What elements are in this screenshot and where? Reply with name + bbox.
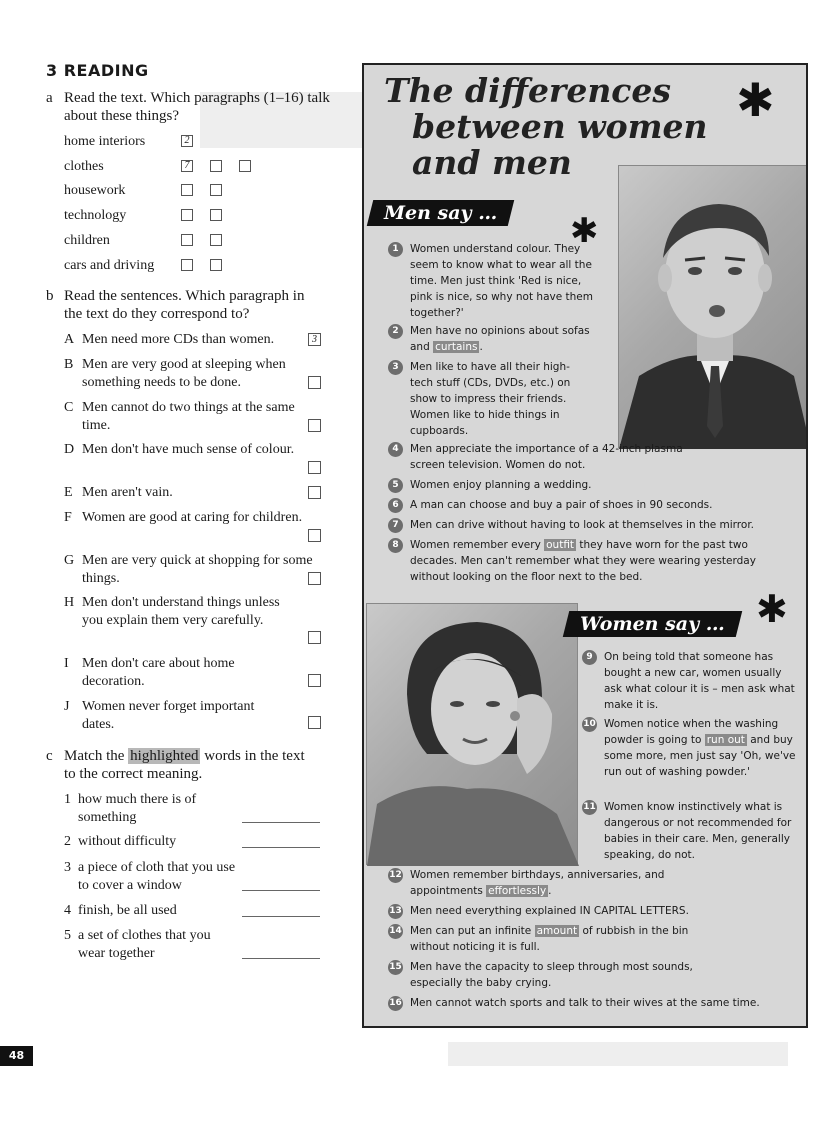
answer-line[interactable] [242, 916, 320, 917]
paragraph-number: 2 [388, 324, 403, 339]
paragraph-number: 5 [388, 478, 403, 493]
paragraph-text: Men can drive without having to look at themselves in the mirror. [410, 519, 755, 531]
answer-line[interactable] [242, 958, 320, 959]
sentence-letter: C [64, 400, 74, 415]
topic-label: clothes [64, 159, 104, 174]
answer-box[interactable]: 2 [181, 135, 193, 147]
part-a-instruction: Read the text. Which paragraphs (1–16) talk about these things? [64, 90, 330, 124]
sentence-text: Men cannot do two things at the same time. [82, 400, 295, 433]
sentence-text: Women never forget important dates. [82, 699, 255, 732]
answer-box[interactable] [181, 184, 193, 196]
part-b-letter: b [46, 288, 54, 304]
topic-label: technology [64, 208, 127, 223]
highlighted-word: curtains [435, 341, 478, 353]
sentence-letter: D [64, 442, 75, 457]
women-say-label: Women say … [580, 613, 725, 635]
topic-label: cars and driving [64, 258, 155, 273]
paragraph-text-pre: Men have no opinions about sofas and [410, 325, 590, 353]
answer-box[interactable] [181, 259, 193, 271]
sentence-letter: E [64, 485, 73, 500]
answer-box[interactable] [210, 234, 222, 246]
answer-box[interactable] [239, 160, 251, 172]
paragraph-text: Men like to have all their high-tech stuff (CDs, DVDs, etc.) on show to impress their friends. Women like to hide things in cupboards. [410, 361, 571, 437]
paragraph-text-pre: Women remember birthdays, anniversaries, and appointments [410, 869, 665, 897]
paragraph [392, 477, 790, 493]
paragraph-number: 3 [388, 360, 403, 375]
match-text: finish, be all used [78, 903, 177, 918]
paragraph [389, 903, 790, 919]
paragraph-text: Men cannot watch sports and talk to their wives at the same time. [410, 997, 760, 1009]
paragraph [392, 241, 594, 321]
answer-box[interactable] [181, 234, 193, 246]
man-photo [618, 165, 808, 448]
highlighted-word: effortlessly [488, 885, 547, 897]
answer-box[interactable] [308, 716, 321, 729]
exercise-column [0, 0, 360, 1123]
paragraph-text: Women understand colour. They seem to know what to wear all the time. Men just think 'Red is nice, pink is nice, so why not have them together?' [410, 243, 593, 319]
topic-label: home interiors [64, 134, 146, 149]
title-line: between women [412, 107, 708, 146]
title-line: The differences [384, 71, 671, 110]
woman-illustration [367, 604, 579, 866]
paragraph-text-post: they have worn for the past two decades. Men can't remember what they were wearing yesterday without looking on the floor next to the bed. [410, 539, 756, 583]
woman-photo [366, 603, 578, 865]
asterisk-icon: ✱ [570, 211, 599, 251]
paragraph [389, 959, 740, 991]
answer-box[interactable] [308, 486, 321, 499]
paragraph [392, 517, 800, 533]
sentence-letter: F [64, 510, 72, 525]
answer-box[interactable] [308, 461, 321, 474]
answer-box[interactable] [308, 631, 321, 644]
paragraph-number: 13 [388, 904, 403, 919]
match-number: 3 [64, 860, 71, 875]
paragraph [389, 923, 710, 955]
answer-box[interactable] [308, 529, 321, 542]
match-text: without difficulty [78, 834, 177, 849]
paragraph [392, 359, 588, 439]
highlighted-word: amount [536, 925, 578, 937]
match-number: 1 [64, 792, 71, 807]
paragraph-number: 9 [582, 650, 597, 665]
asterisk-icon: ✱ [756, 587, 788, 631]
paragraph [389, 867, 710, 899]
sentence-text: Men are very quick at shopping for some things. [82, 553, 313, 586]
paragraph-text: On being told that someone has bought a new car, women usually ask what colour it is – men ask what make it is. [604, 651, 795, 711]
answer-box[interactable] [181, 209, 193, 221]
paragraph-number: 14 [388, 924, 403, 939]
men-say-label: Men say … [384, 202, 498, 224]
answer-line[interactable] [242, 847, 320, 848]
paragraph-text-pre: Women remember every [410, 539, 541, 551]
sentence-letter: I [64, 656, 69, 671]
sentence-text: Men need more CDs than women. [82, 332, 275, 347]
answer-box[interactable] [308, 572, 321, 585]
paragraph-number: 8 [388, 538, 403, 553]
answer-box[interactable] [210, 184, 222, 196]
topic-label: children [64, 233, 110, 248]
paragraph [583, 799, 800, 863]
part-a-letter: a [46, 90, 53, 106]
match-text: a set of clothes that you wear together [78, 928, 211, 961]
sentence-text: Men don't have much sense of colour. [82, 442, 295, 457]
sentence-text: Men aren't vain. [82, 485, 173, 500]
women-say-banner [563, 611, 742, 637]
sentence-letter: J [64, 699, 70, 714]
paragraph [583, 716, 800, 780]
section-title: 3 READING [46, 61, 149, 80]
part-c-instruction [64, 747, 314, 783]
match-number: 5 [64, 928, 71, 943]
asterisk-icon: ✱ [736, 73, 775, 127]
paragraph-number: 10 [582, 717, 597, 732]
paragraph-text: Men have the capacity to sleep through most sounds, especially the baby crying. [410, 961, 693, 989]
paragraph-text-post: . [548, 885, 552, 897]
paragraph-text-post: of rubbish in the bin without noticing it is full. [410, 925, 689, 953]
highlighted-word: run out [706, 734, 745, 746]
sentence-text: Men don't care about home decoration. [82, 656, 235, 689]
ghost-band-bottom [448, 1042, 788, 1066]
paragraph [586, 649, 800, 713]
article-panel [362, 63, 808, 1028]
paragraph-text: A man can choose and buy a pair of shoes in 90 seconds. [410, 499, 713, 511]
topic-label: housework [64, 183, 126, 198]
part-c-instruction-after: words in the text to the correct meaning. [64, 748, 305, 782]
answer-box[interactable] [210, 160, 222, 172]
paragraph-number: 11 [582, 800, 597, 815]
part-c-instruction-before: Match the [64, 748, 125, 764]
answer-box[interactable]: 3 [308, 333, 321, 346]
highlighted-word: highlighted [130, 748, 199, 764]
answer-line[interactable] [242, 822, 320, 823]
answer-box[interactable] [308, 419, 321, 432]
paragraph-text-post: . [479, 341, 483, 353]
page-number: 48 [0, 1046, 33, 1066]
sentence-letter: B [64, 357, 74, 372]
sentence-text: Men are very good at sleeping when something needs to be done. [82, 357, 286, 390]
answer-box[interactable] [308, 376, 321, 389]
paragraph-number: 16 [388, 996, 403, 1011]
paragraph [389, 995, 800, 1011]
paragraph-text-pre: Women notice when the washing powder is going to [604, 718, 779, 746]
sentence-text: Men don't understand things unless you explain them very carefully. [82, 595, 280, 628]
answer-line[interactable] [242, 890, 320, 891]
paragraph [392, 537, 790, 585]
paragraph-text-post: and buy some more, men just say 'Oh, we've run out of washing powder.' [604, 734, 796, 778]
sentence-letter: G [64, 553, 75, 568]
paragraph-text: Men appreciate the importance of a 42-inch plasma screen television. Women do not. [410, 443, 683, 471]
highlighted-word: outfit [546, 539, 575, 551]
sentence-letter: A [64, 332, 75, 347]
answer-box[interactable] [308, 674, 321, 687]
match-number: 2 [64, 834, 71, 849]
match-text: how much there is of something [78, 792, 197, 825]
men-say-banner [367, 200, 515, 226]
paragraph-text: Men need everything explained IN CAPITAL LETTERS. [410, 905, 689, 917]
answer-box[interactable] [210, 209, 222, 221]
paragraph-number: 1 [388, 242, 403, 257]
paragraph-number: 7 [388, 518, 403, 533]
answer-box[interactable]: 7 [181, 160, 193, 172]
part-c-letter: c [46, 748, 53, 764]
paragraph-number: 6 [388, 498, 403, 513]
paragraph-text: Women enjoy planning a wedding. [410, 479, 592, 491]
paragraph-text: Women know instinctively what is dangerous or not recommended for babies in their care. Men, generally speaking, do not. [604, 801, 792, 861]
part-b-instruction: Read the sentences. Which paragraph in the text do they correspond to? [64, 288, 305, 322]
paragraph-number: 12 [388, 868, 403, 883]
paragraph [392, 441, 710, 473]
answer-box[interactable] [210, 259, 222, 271]
paragraph [392, 323, 594, 355]
match-text: a piece of cloth that you use to cover a window [78, 860, 236, 893]
paragraph-text-pre: Men can put an infinite [410, 925, 532, 937]
paragraph-number: 4 [388, 442, 403, 457]
paragraph-number: 15 [388, 960, 403, 975]
man-illustration [619, 166, 808, 449]
sentence-letter: H [64, 595, 75, 610]
sentence-text: Women are good at caring for children. [82, 510, 303, 525]
match-number: 4 [64, 903, 71, 918]
paragraph [392, 497, 790, 513]
title-line: and men [412, 143, 572, 182]
